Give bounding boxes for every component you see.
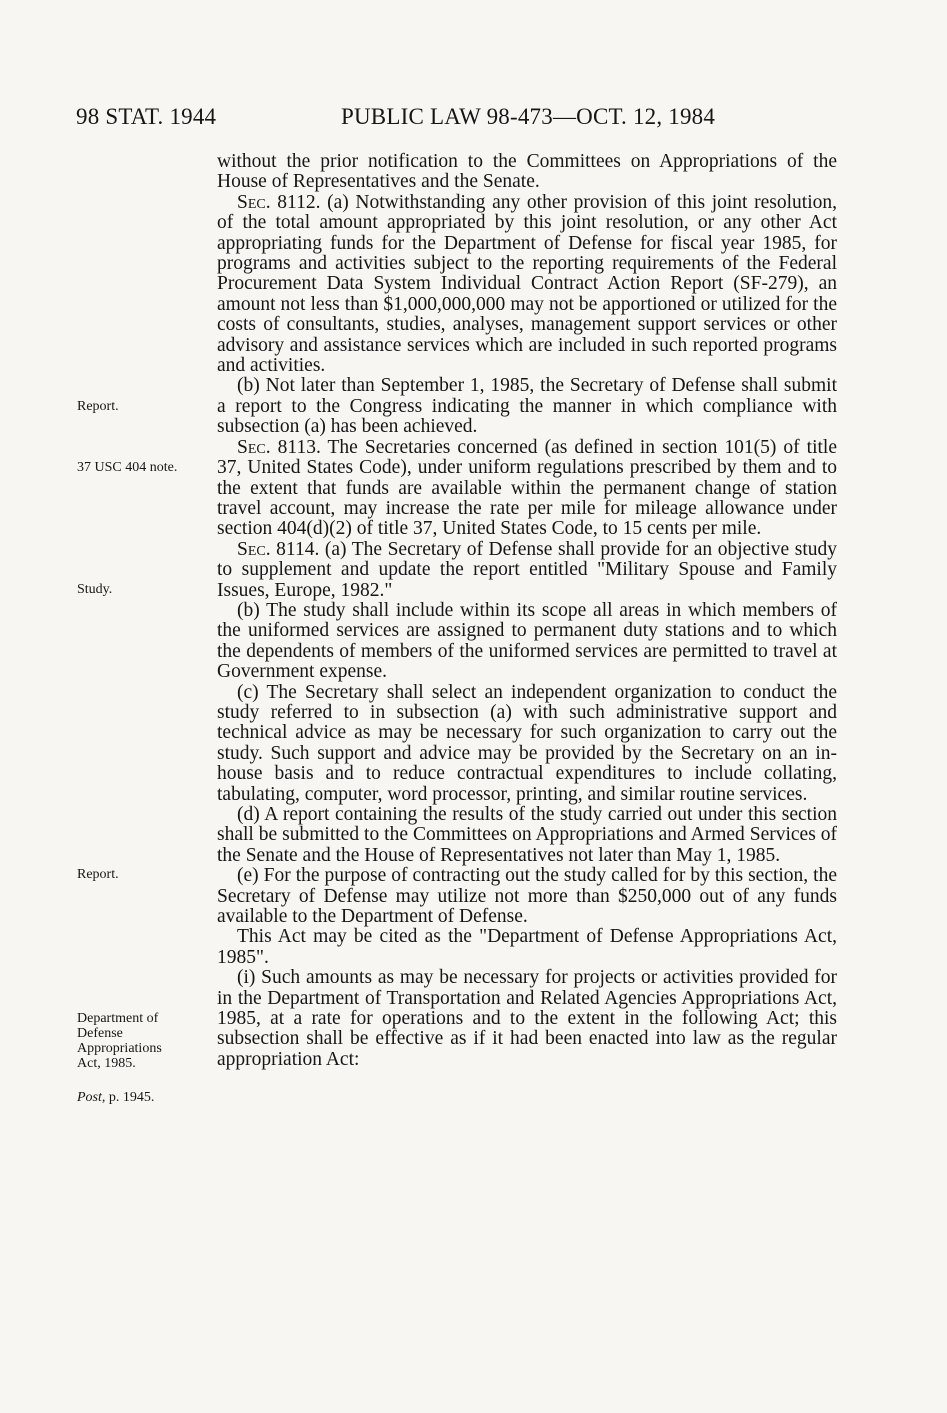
dept-line-2: Defense xyxy=(77,1026,123,1041)
paragraph-text: 8112. (a) Notwithstanding any other provision of this joint resolution, of the total amount appropriated by this joint resolution, or any other Act appropriating funds for the Department of Defense for fiscal year 1985, for programs and activities subject to the reporting requirements of the Federal Procurement Data System Individual Contract Action Report (SF-279), an amount not less than $1,000,000,000 may not be apportioned or utilized for the costs of consultants, studies, analyses, management support services or other advisory and assistance services which are included in such reported programs and activities. xyxy=(217,191,837,377)
margin-note-usc: 37 USC 404 note. xyxy=(77,460,178,475)
paragraph-sec-8114-e: (e) For the purpose of contracting out the study called for by this section, the Secretary of Defense may utilize not more than $250,000 out of any funds available to the Department of Defense. xyxy=(217,865,837,928)
paragraph-sec-8114-b: (b) The study shall include within its scope all areas in which members of the uniformed services are assigned to permanent duty stations and to which the dependents of members of the uniformed services are permitted to travel at Government expense. xyxy=(217,599,837,683)
dept-line-3: Appropriations xyxy=(77,1041,162,1056)
dept-line-4: Act, 1985. xyxy=(77,1056,136,1071)
paragraph-sec-8114-d: (d) A report containing the results of the study carried out under this section shall be submitted to the Committees on Appropriations and Armed Services of the Senate and the House of Representatives not later than May 1, 1985. xyxy=(217,804,837,866)
margin-note-study: Study. xyxy=(77,582,113,597)
sec-label: Sec. xyxy=(237,191,271,213)
paragraph-sec-8113 xyxy=(217,438,837,540)
sec-label: Sec. xyxy=(237,436,271,458)
statute-body xyxy=(217,152,837,1070)
margin-note-report: Report. xyxy=(77,399,119,414)
dept-line-1: Department of xyxy=(77,1011,159,1026)
paragraph-sec-8112-b: (b) Not later than September 1, 1985, the Secretary of Defense shall submit a report to the Congress indicating the manner in which compliance with subsection (a) has been achieved. xyxy=(217,375,837,438)
paragraph-sec-8112-a xyxy=(217,193,837,377)
paragraph-continuation: without the prior notification to the Committees on Appropriations of the House of Representatives and the Senate. xyxy=(217,151,837,193)
paragraph-text: 8114. (a) The Secretary of Defense shall provide for an objective study to supplement and update the report entitled "Military Spouse and Family Issues, Europe, 1982." xyxy=(217,538,837,601)
post-page: p. 1945. xyxy=(105,1090,155,1105)
paragraph-short-title: This Act may be cited as the "Department of Defense Appropriations Act, 1985". xyxy=(217,926,837,968)
paragraph-sec-8114-a xyxy=(217,540,837,601)
paragraph-subsection-i: (i) Such amounts as may be necessary for projects or activities provided for in the Department of Transportation and Related Agencies Appropriations Act, 1985, at a rate for operations and to the extent in the following Act; this subsection shall be effective as if it had been enacted into law as the regular appropriation Act: xyxy=(217,967,837,1070)
margin-note-dept-defense xyxy=(77,1011,207,1071)
sec-label: Sec. xyxy=(237,538,271,560)
paragraph-sec-8114-c: (c) The Secretary shall select an independent organization to conduct the study referred to in subsection (a) with such administrative support and technical advice as may be necessary for such organization to carry out the study. Such support and advice may be provided by the Secretary on an in-house basis and to reduce contractual expenditures to include collating, tabulating, computer, word processor, printing, and similar routine services. xyxy=(217,681,837,805)
margin-note-report-2: Report. xyxy=(77,867,119,882)
margin-note-post xyxy=(77,1090,207,1105)
paragraph-text: 8113. The Secretaries concerned (as defined in section 101(5) of title 37, United States Code), under uniform regulations prescribed by them and to the extent that funds are available within the permanent change of station travel account, may increase the rate per mile for mileage allowance under section 404(d)(2) of title 37, United States Code, to 15 cents per mile. xyxy=(217,436,837,540)
stat-page-number: 98 STAT. 1944 xyxy=(76,104,217,129)
post-italic: Post, xyxy=(77,1090,106,1105)
public-law-title: PUBLIC LAW 98-473—OCT. 12, 1984 xyxy=(341,104,716,129)
